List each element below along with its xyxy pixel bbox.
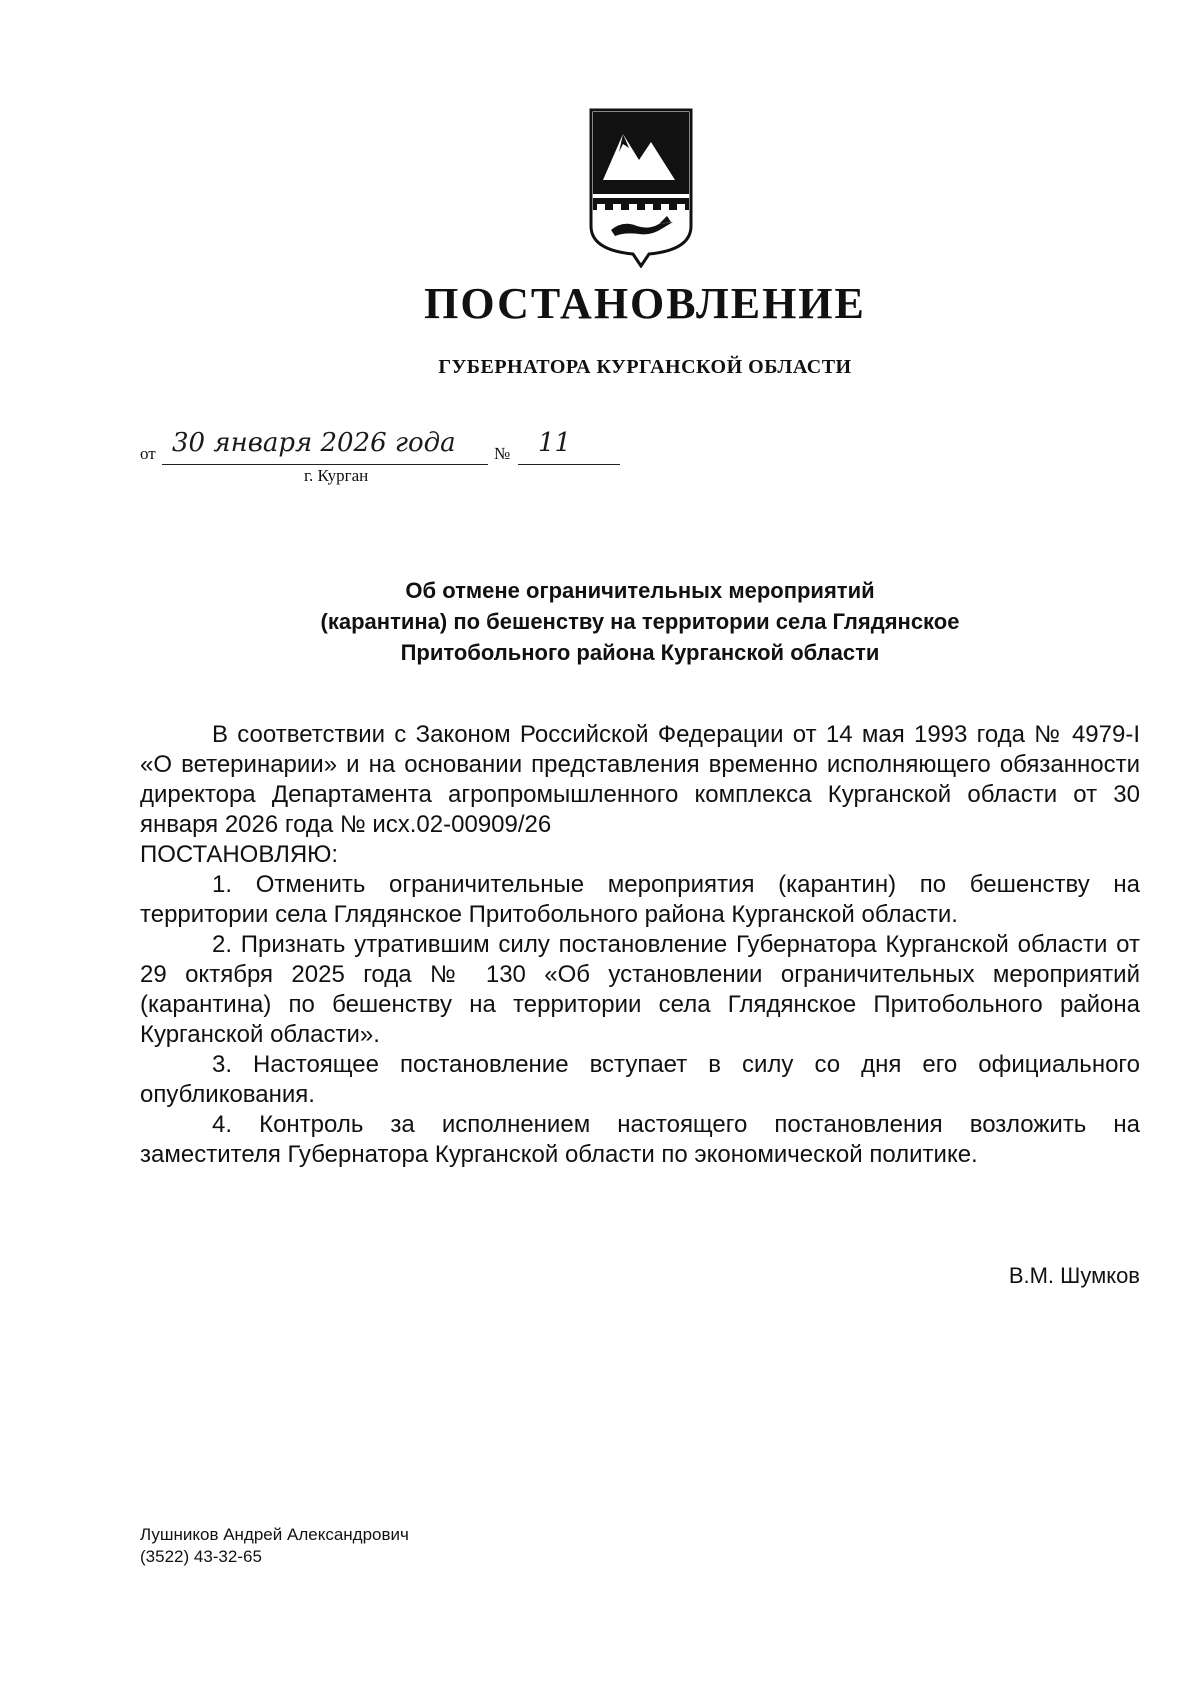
document-body (140, 720, 1140, 1170)
coat-of-arms-icon (589, 108, 693, 268)
date-prefix: от (140, 444, 156, 463)
signature-name: В.М. Шумков (1008, 1263, 1140, 1288)
decree-item: 4. Контроль за исполнением настоящего постановления возложить на заместителя Губернатора Курганской области по экономической политике. (140, 1111, 1140, 1168)
subject-line: Об отмене ограничительных мероприятий (405, 578, 875, 603)
city-label: г. Курган (304, 466, 369, 485)
intro-paragraph: В соответствии с Законом Российской Федерации от 14 мая 1993 года № 4979-I «О ветеринарии» и на основании представления временно исполняющего обязанности директора Департамента агропромышленного комплекса Курганской области от 30 января 2026 года № исх.02-00909/26 (140, 721, 1140, 838)
number-prefix: № (494, 444, 511, 463)
number-underline (518, 464, 620, 465)
document-subject (140, 575, 1140, 668)
contact-phone: (3522) 43-32-65 (140, 1547, 262, 1566)
date-number-line (140, 428, 660, 496)
decree-item: 3. Настоящее постановление вступает в силу со дня его официального опубликования. (140, 1051, 1140, 1108)
decree-word: ПОСТАНОВЛЯЮ: (140, 841, 339, 868)
decree-item: 1. Отменить ограничительные мероприятия (карантин) по бешенству на территории села Глядянское Притобольного района Курганской области. (140, 871, 1140, 928)
date-underline (162, 464, 488, 465)
contact-block (140, 1524, 409, 1568)
subject-line: Притобольного района Курганской области (400, 640, 880, 665)
decree-item: 2. Признать утратившим силу постановление Губернатора Курганской области от 29 октября 2025 года № 130 «Об установлении ограничительных мероприятий (карантина) по бешенству на территории села Глядянское Притобольного района Курганской области». (140, 931, 1140, 1048)
subject-line: (карантина) по бешенству на территории села Глядянское (320, 609, 960, 634)
handwritten-date: 30 января 2026 года (172, 428, 456, 458)
document-title: ПОСТАНОВЛЕНИЕ (424, 279, 866, 328)
document-subtitle: ГУБЕРНАТОРА КУРГАНСКОЙ ОБЛАСТИ (438, 356, 852, 378)
contact-name: Лушников Андрей Александрович (140, 1525, 409, 1544)
handwritten-number: 11 (538, 428, 572, 458)
